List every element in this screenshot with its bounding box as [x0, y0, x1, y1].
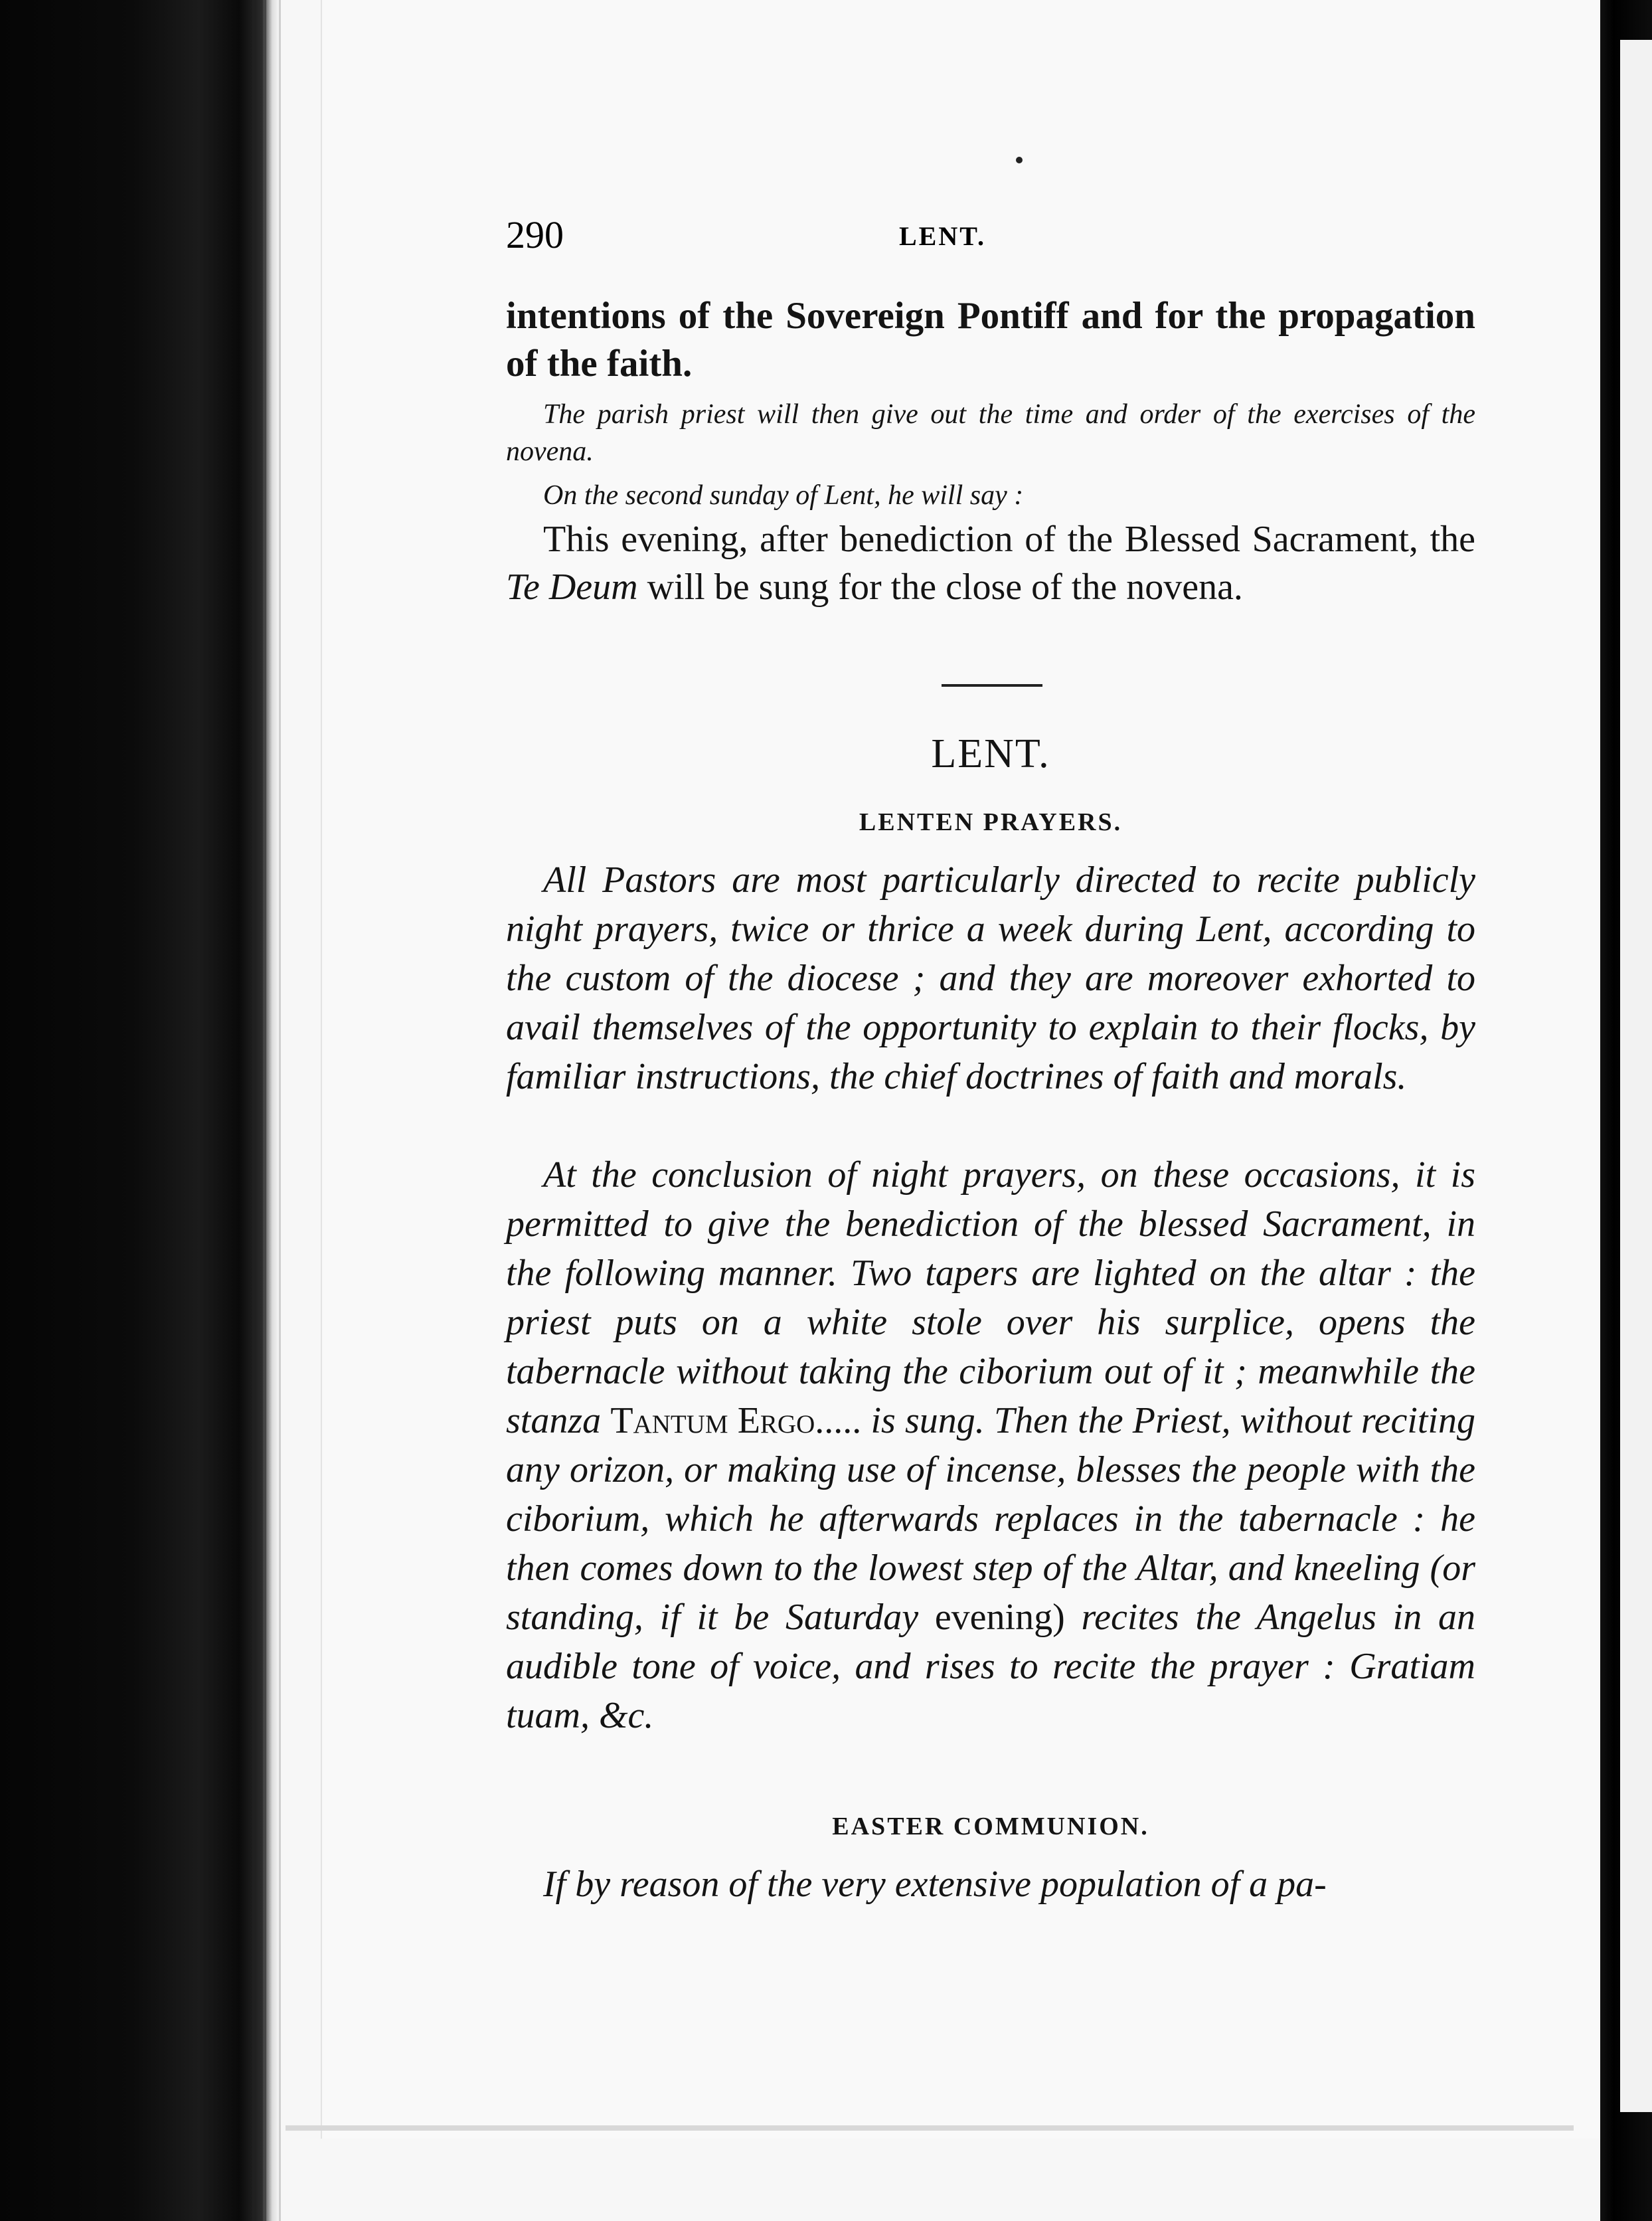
binding-edge-line	[264, 0, 266, 2221]
subtitle-easter-communion: EASTER COMMUNION.	[832, 1813, 1149, 1840]
binding-edge-line	[252, 0, 256, 2221]
announcement-text: This evening, after benediction of the Blessed Sacrament, the	[543, 519, 1475, 560]
continuation-paragraph: intentions of the Sovereign Pontiff and for the propagation of the faith.	[506, 295, 1475, 385]
te-deum-text: Te Deum	[506, 567, 638, 608]
book-binding	[0, 0, 279, 2221]
section-divider	[942, 684, 1042, 687]
rubric-exercises: The parish priest will then give out the time and order of the exercises of the novena.	[506, 399, 1475, 467]
subtitle-lenten-prayers: LENTEN PRAYERS.	[859, 808, 1123, 836]
benediction-text: At the conclusion of night prayers, on these occasions, it is permitted to give the benediction of the blessed Sacrament, in the following manner. Two tapers are lighted on the altar : the priest puts on a white stole over his surplice, opens the tabernacle without taking the ciborium out of it ; meanwhile the stanza	[506, 1154, 1475, 1441]
running-head	[506, 213, 1475, 266]
benediction-paragraph	[506, 1150, 1475, 1740]
page-number: 290	[506, 213, 564, 256]
tantum-ergo-text: Tantum Ergo.....	[610, 1400, 862, 1441]
lenten-prayers-paragraph: All Pastors are most particularly directed to recite publicly night prayers, twice or thrice a week during Lent, according to the custom of the diocese ; and they are moreover exhorted to avail themselves of the opportunity to explain to their flocks, by familiar instructions, the chief doctrines of faith and morals.	[506, 859, 1475, 1097]
announcement-text-end: will be sung for the close of the novena.	[637, 567, 1243, 608]
benediction-text-mid: is sung. Then the Priest, without reciting any orizon, or making use of incense, blesses the people with the ciborium, which he afterwards replaces in the tabernacle : he then comes down to the lowest step of the Altar, and kneeling (or standing, if it be Saturday	[506, 1400, 1475, 1638]
easter-communion-paragraph: If by reason of the very extensive population of a pa-	[543, 1864, 1327, 1905]
section-title: LENT.	[931, 731, 1050, 776]
announcement-paragraph	[506, 515, 1475, 611]
next-page-sliver	[1620, 40, 1652, 2112]
benediction-text-end: recites the Angelus in an audible tone of voice, and rises to recite the prayer : Gratiam tuam, &c.	[506, 1597, 1475, 1736]
ink-dot	[1016, 157, 1023, 163]
evening-text: evening)	[934, 1597, 1065, 1638]
page-bottom-edge	[286, 2125, 1574, 2131]
rubric-second-sunday: On the second sunday of Lent, he will say :	[543, 480, 1024, 511]
running-title: LENT.	[899, 221, 986, 251]
